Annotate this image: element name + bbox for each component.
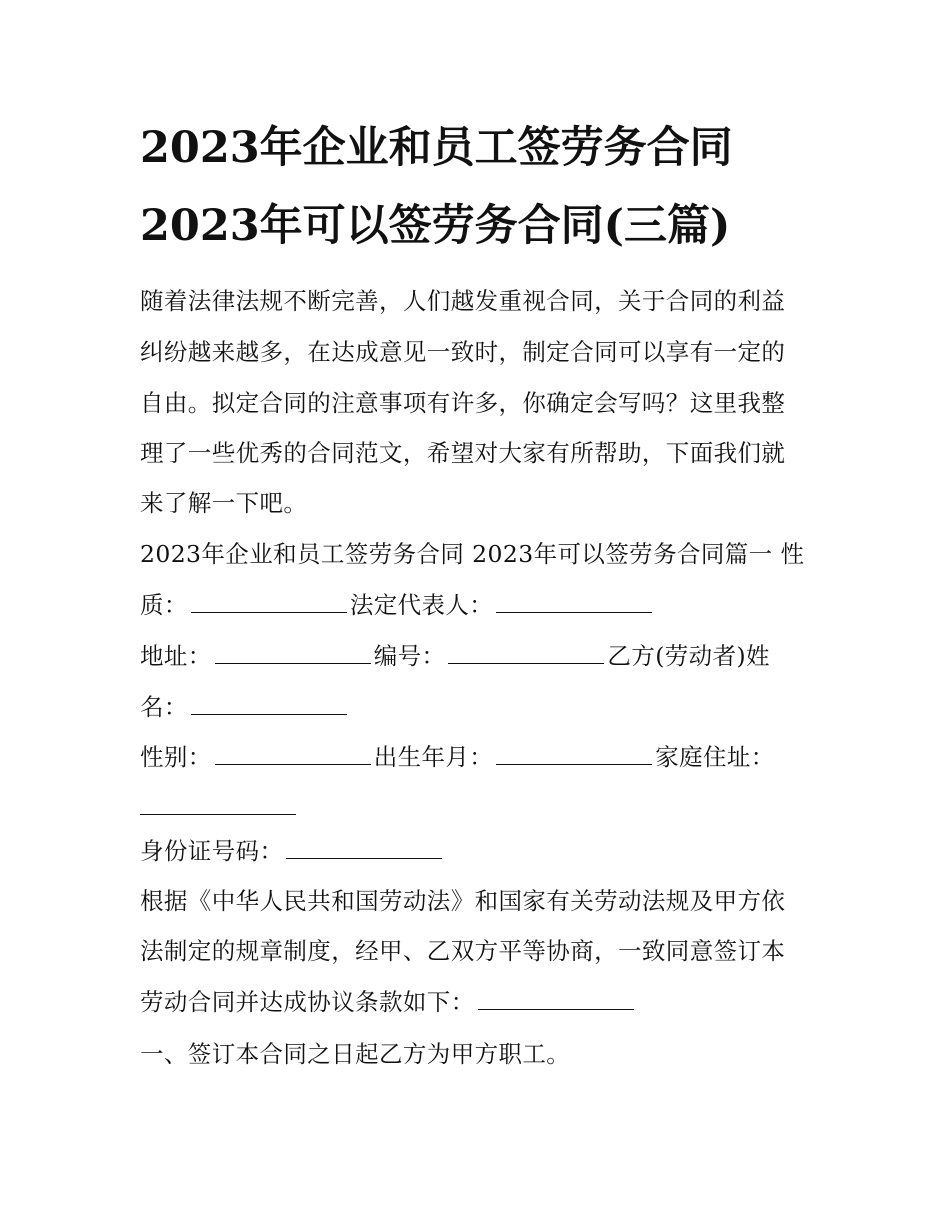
agreement-blank[interactable] bbox=[478, 985, 634, 1010]
field-row-nature bbox=[140, 588, 820, 622]
field-row-home-address-blank bbox=[140, 790, 820, 824]
gender-label: 性别： bbox=[140, 743, 212, 771]
intro-line-1: 随着法律法规不断完善，人们越发重视合同，关于合同的利益 bbox=[140, 287, 786, 315]
clause-1: 一、签订本合同之日起乙方为甲方职工。 bbox=[140, 1040, 571, 1068]
basis-line-3-text: 劳动合同并达成协议条款如下： bbox=[140, 988, 475, 1016]
intro-line-2: 纠纷越来越多，在达成意见一致时，制定合同可以享有一定的 bbox=[140, 338, 786, 366]
document-title-line-1: 2023年企业和员工签劳务合同 bbox=[140, 123, 733, 173]
legal-rep-label: 法定代表人： bbox=[349, 591, 494, 619]
number-blank[interactable] bbox=[448, 639, 604, 664]
home-address-label: 家庭住址： bbox=[655, 743, 775, 771]
home-address-blank[interactable] bbox=[140, 790, 296, 815]
nature-label: 质： bbox=[140, 591, 188, 619]
document-title-line-2: 2023年可以签劳务合同(三篇) bbox=[140, 201, 731, 251]
birth-blank[interactable] bbox=[496, 740, 652, 765]
gender-blank[interactable] bbox=[215, 740, 371, 765]
name-blank[interactable] bbox=[191, 690, 347, 715]
intro-line-5: 来了解一下吧。 bbox=[140, 489, 308, 517]
field-row-gender bbox=[140, 740, 820, 774]
basis-line-3 bbox=[140, 985, 820, 1019]
party-b-name-label: 乙方(劳动者)姓 bbox=[607, 642, 770, 670]
nature-blank[interactable] bbox=[191, 588, 347, 613]
address-label: 地址： bbox=[140, 642, 212, 670]
intro-line-4: 理了一些优秀的合同范文，希望对大家有所帮助，下面我们就 bbox=[140, 439, 786, 467]
id-number-label: 身份证号码： bbox=[140, 837, 284, 865]
number-label: 编号： bbox=[373, 642, 446, 670]
section-heading: 2023年企业和员工签劳务合同 2023年可以签劳务合同篇一 性 bbox=[140, 540, 805, 568]
name-label: 名： bbox=[140, 693, 188, 721]
birth-label: 出生年月： bbox=[373, 743, 494, 771]
field-row-id bbox=[140, 834, 820, 868]
basis-line-1: 根据《中华人民共和国劳动法》和国家有关劳动法规及甲方依 bbox=[140, 887, 786, 915]
basis-line-2: 法制定的规章制度，经甲、乙双方平等协商，一致同意签订本 bbox=[140, 937, 786, 965]
field-row-name bbox=[140, 690, 820, 724]
field-row-address bbox=[140, 639, 820, 673]
address-blank[interactable] bbox=[215, 639, 371, 664]
intro-line-3: 自由。拟定合同的注意事项有许多，你确定会写吗？这里我整 bbox=[140, 389, 786, 417]
id-number-blank[interactable] bbox=[286, 834, 442, 859]
legal-rep-blank[interactable] bbox=[496, 588, 652, 613]
